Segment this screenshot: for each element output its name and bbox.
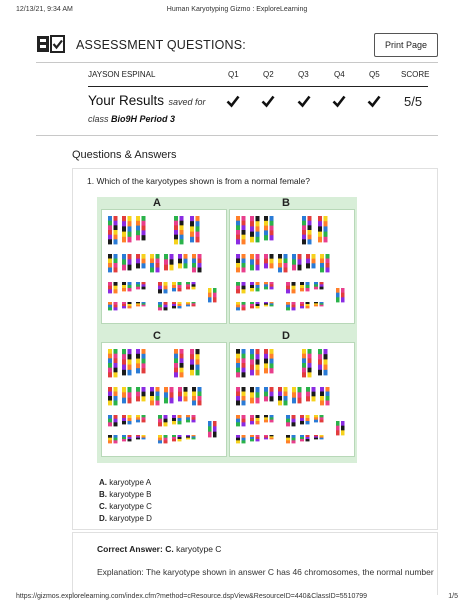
- column-score: SCORE: [401, 70, 430, 79]
- print-header: [16, 6, 458, 18]
- column-q2: Q2: [263, 70, 274, 79]
- panel-label-a: A: [153, 197, 161, 209]
- choice-d: D. karyotype D: [99, 514, 152, 523]
- class-name: Bio9H Period 3: [111, 114, 176, 124]
- q4-correct-check-icon: [332, 94, 346, 108]
- results-title: Your Results: [88, 93, 165, 108]
- print-datetime: 12/13/21, 9:34 AM: [16, 6, 73, 13]
- q3-correct-check-icon: [297, 94, 311, 108]
- answer-choices: [99, 477, 152, 525]
- correct-answer: [97, 544, 221, 554]
- correct-answer-letter: C.: [165, 544, 174, 554]
- karyotype-panel-a: [101, 209, 227, 324]
- print-footer: [16, 593, 458, 605]
- column-q4: Q4: [334, 70, 345, 79]
- choice-c: C. karyotype C: [99, 502, 152, 511]
- print-page-number: 1/5: [448, 593, 458, 600]
- choice-a: A. karyotype A: [99, 478, 152, 487]
- divider: [36, 62, 438, 63]
- print-page-title: Human Karyotyping Gizmo : ExploreLearning: [166, 6, 308, 13]
- answer-card: [72, 532, 438, 595]
- class-prefix: class: [88, 114, 109, 124]
- chromosome-set-icon: [102, 210, 226, 323]
- score-value: 5/5: [404, 94, 423, 109]
- question-card: [72, 168, 438, 530]
- assessment-title: ASSESSMENT QUESTIONS:: [76, 38, 246, 52]
- karyotype-panel-d: [229, 342, 355, 457]
- divider: [36, 135, 438, 136]
- panel-label-d: D: [282, 330, 290, 342]
- chromosome-set-icon: [230, 343, 354, 456]
- karyotype-figure: [97, 197, 357, 463]
- column-q3: Q3: [298, 70, 309, 79]
- print-url: https://gizmos.explorelearning.com/index.cfm?method=cResource.dspView&ResourceID=440&ClassID=5510799: [16, 593, 368, 600]
- chromosome-set-icon: [102, 343, 226, 456]
- student-name: JAYSON ESPINAL: [88, 70, 156, 79]
- column-q5: Q5: [369, 70, 380, 79]
- assessment-header: [36, 33, 438, 59]
- correct-answer-text: karyotype C: [176, 544, 222, 554]
- clipboard-check-icon: [36, 35, 66, 53]
- explanation-text: Explanation: The karyotype shown in answer C has 46 chromosomes, the normal number: [97, 567, 434, 577]
- results-summary: [88, 92, 238, 124]
- score-table-rule: [88, 86, 428, 87]
- choice-b: B. karyotype B: [99, 490, 152, 499]
- score-table-header: [88, 70, 428, 82]
- print-page-button[interactable]: Print Page: [374, 33, 438, 57]
- q1-correct-check-icon: [226, 94, 240, 108]
- correct-answer-label: Correct Answer:: [97, 544, 163, 554]
- panel-label-c: C: [153, 330, 161, 342]
- chromosome-set-icon: [230, 210, 354, 323]
- questions-answers-title: Questions & Answers: [72, 149, 177, 161]
- question-text: 1. Which of the karyotypes shown is from a normal female?: [87, 176, 310, 186]
- q5-correct-check-icon: [367, 94, 381, 108]
- karyotype-panel-c: [101, 342, 227, 457]
- q2-correct-check-icon: [261, 94, 275, 108]
- saved-for-label: saved for: [168, 97, 206, 107]
- panel-label-b: B: [282, 197, 290, 209]
- karyotype-panel-b: [229, 209, 355, 324]
- column-q1: Q1: [228, 70, 239, 79]
